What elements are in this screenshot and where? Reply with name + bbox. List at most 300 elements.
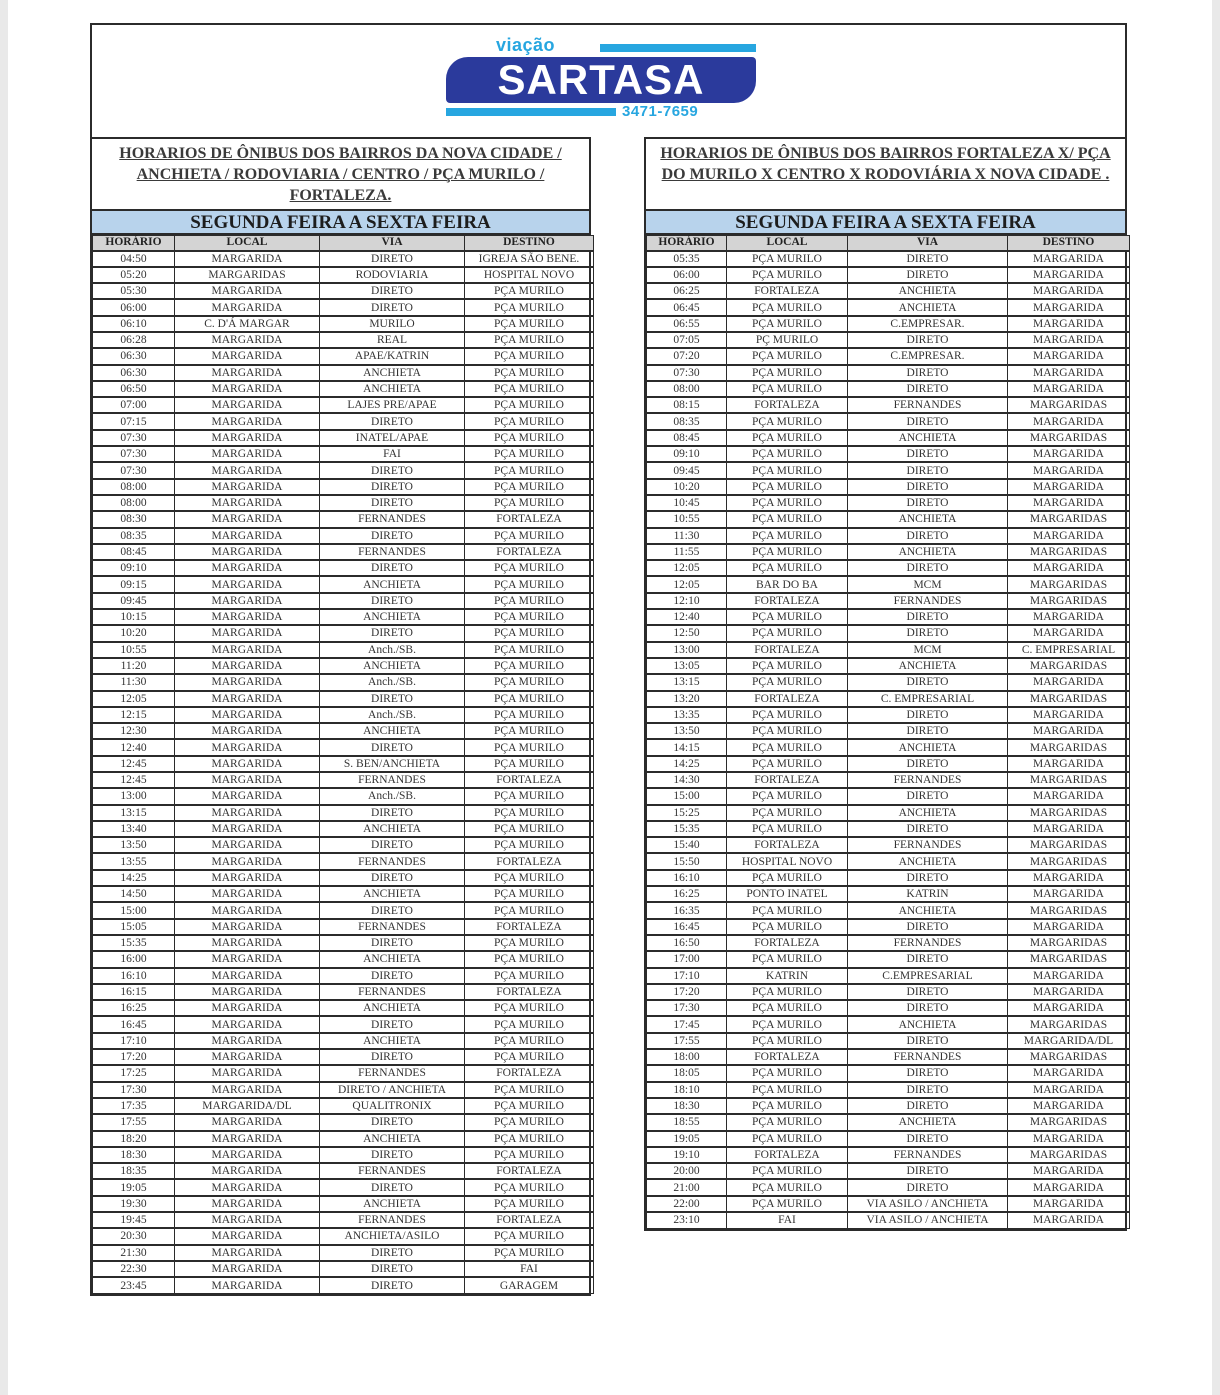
table-row [93, 1098, 594, 1114]
cell-horario: 06:28 [93, 332, 175, 348]
cell-local: PÇA MURILO [727, 984, 848, 1000]
table-row [93, 674, 594, 690]
cell-local: MARGARIDA [175, 756, 320, 772]
cell-destino: PÇA MURILO [465, 691, 594, 707]
cell-via: FERNANDES [320, 511, 465, 527]
cell-horario: 07:00 [93, 397, 175, 413]
cell-horario: 08:45 [647, 430, 727, 446]
cell-via: ANCHIETA [848, 853, 1008, 869]
cell-horario: 12:05 [647, 560, 727, 576]
cell-via: S. BEN/ANCHIETA [320, 756, 465, 772]
cell-local: PÇA MURILO [727, 609, 848, 625]
table-row [93, 935, 594, 951]
cell-local: PÇA MURILO [727, 413, 848, 429]
schedule-left-days: SEGUNDA FEIRA A SEXTA FEIRA [92, 211, 589, 235]
cell-destino: PÇA MURILO [465, 870, 594, 886]
table-row [93, 1016, 594, 1032]
cell-horario: 12:45 [93, 772, 175, 788]
cell-destino: MARGARIDAS [1008, 853, 1130, 869]
cell-horario: 16:45 [647, 919, 727, 935]
cell-local: MARGARIDA [175, 625, 320, 641]
cell-local: PÇA MURILO [727, 1033, 848, 1049]
table-row [93, 1228, 594, 1244]
table-row [647, 332, 1130, 348]
cell-via: DIRETO [848, 674, 1008, 690]
cell-destino: PÇA MURILO [465, 1131, 594, 1147]
table-row [647, 951, 1130, 967]
cell-via: DIRETO [320, 625, 465, 641]
cell-destino: FORTALEZA [465, 984, 594, 1000]
cell-horario: 06:00 [93, 299, 175, 315]
cell-via: FAI [320, 446, 465, 462]
table-row [647, 267, 1130, 283]
cell-local: PÇA MURILO [727, 707, 848, 723]
cell-horario: 08:35 [647, 413, 727, 429]
cell-via: ANCHIETA [320, 576, 465, 592]
cell-destino: MARGARIDA [1008, 251, 1130, 267]
table-row [93, 251, 594, 267]
cell-destino: MARGARIDA [1008, 365, 1130, 381]
cell-local: PÇA MURILO [727, 805, 848, 821]
cell-via: DIRETO [320, 528, 465, 544]
cell-destino: PÇA MURILO [465, 1114, 594, 1130]
cell-horario: 15:25 [647, 805, 727, 821]
cell-horario: 06:10 [93, 316, 175, 332]
cell-destino: PÇA MURILO [465, 299, 594, 315]
cell-horario: 17:20 [93, 1049, 175, 1065]
cell-destino: MARGARIDA [1008, 674, 1130, 690]
cell-destino: MARGARIDA [1008, 1212, 1130, 1228]
cell-local: PÇA MURILO [727, 348, 848, 364]
logo-prefix: viação [496, 35, 556, 55]
cell-local: PÇA MURILO [727, 1065, 848, 1081]
cell-destino: PÇA MURILO [465, 1196, 594, 1212]
cell-destino: PÇA MURILO [465, 1228, 594, 1244]
cell-local: MARGARIDA [175, 462, 320, 478]
cell-horario: 11:55 [647, 544, 727, 560]
cell-destino: PÇA MURILO [465, 788, 594, 804]
cell-local: PÇA MURILO [727, 544, 848, 560]
cell-local: MARGARIDA [175, 609, 320, 625]
cell-destino: MARGARIDA/DL [1008, 1033, 1130, 1049]
cell-local: PÇA MURILO [727, 739, 848, 755]
cell-horario: 14:25 [647, 756, 727, 772]
cell-via: DIRETO [848, 609, 1008, 625]
table-row [647, 674, 1130, 690]
table-row [647, 1179, 1130, 1195]
cell-horario: 18:35 [93, 1163, 175, 1179]
cell-via: MCM [848, 642, 1008, 658]
table-row [647, 1033, 1130, 1049]
cell-via: ANCHIETA [848, 902, 1008, 918]
cell-local: PÇ MURILO [727, 332, 848, 348]
schedule-left-rows [93, 251, 594, 1294]
cell-local: PÇA MURILO [727, 381, 848, 397]
cell-local: MARGARIDA [175, 495, 320, 511]
cell-local: MARGARIDA [175, 1033, 320, 1049]
cell-destino: FORTALEZA [465, 511, 594, 527]
cell-horario: 09:10 [647, 446, 727, 462]
cell-destino: MARGARIDAS [1008, 397, 1130, 413]
cell-via: Anch./SB. [320, 642, 465, 658]
cell-horario: 07:05 [647, 332, 727, 348]
cell-destino: PÇA MURILO [465, 348, 594, 364]
table-row [647, 1016, 1130, 1032]
cell-horario: 15:35 [93, 935, 175, 951]
cell-destino: MARGARIDA [1008, 413, 1130, 429]
table-row [647, 707, 1130, 723]
cell-destino: MARGARIDA [1008, 1179, 1130, 1195]
cell-local: PÇA MURILO [727, 870, 848, 886]
table-row [93, 348, 594, 364]
cell-horario: 16:45 [93, 1016, 175, 1032]
cell-destino: PÇA MURILO [465, 1098, 594, 1114]
table-row [93, 1147, 594, 1163]
cell-destino: PÇA MURILO [465, 935, 594, 951]
cell-horario: 13:55 [93, 853, 175, 869]
cell-horario: 19:30 [93, 1196, 175, 1212]
cell-horario: 06:30 [93, 365, 175, 381]
table-row [93, 397, 594, 413]
cell-horario: 08:30 [93, 511, 175, 527]
table-row [647, 642, 1130, 658]
cell-horario: 13:50 [93, 837, 175, 853]
cell-horario: 08:00 [93, 479, 175, 495]
table-row [93, 462, 594, 478]
table-row [647, 283, 1130, 299]
cell-via: DIRETO [320, 251, 465, 267]
cell-destino: PÇA MURILO [465, 1016, 594, 1032]
cell-destino: MARGARIDA [1008, 788, 1130, 804]
cell-horario: 15:05 [93, 919, 175, 935]
cell-horario: 04:50 [93, 251, 175, 267]
cell-via: DIRETO [848, 1033, 1008, 1049]
table-row [93, 1114, 594, 1130]
table-row [647, 544, 1130, 560]
cell-local: FORTALEZA [727, 1147, 848, 1163]
table-row [93, 821, 594, 837]
table-row [647, 968, 1130, 984]
cell-destino: MARGARIDA [1008, 267, 1130, 283]
cell-destino: PÇA MURILO [465, 593, 594, 609]
cell-destino: PÇA MURILO [465, 902, 594, 918]
table-row [647, 788, 1130, 804]
cell-horario: 16:50 [647, 935, 727, 951]
cell-horario: 18:05 [647, 1065, 727, 1081]
table-row [647, 479, 1130, 495]
cell-horario: 17:55 [93, 1114, 175, 1130]
cell-via: FERNANDES [848, 1147, 1008, 1163]
cell-local: MARGARIDA [175, 348, 320, 364]
cell-via: ANCHIETA [848, 805, 1008, 821]
cell-destino: PÇA MURILO [465, 462, 594, 478]
cell-local: PÇA MURILO [727, 479, 848, 495]
cell-local: MARGARIDA [175, 1147, 320, 1163]
cell-destino: MARGARIDA [1008, 283, 1130, 299]
cell-horario: 16:25 [93, 1000, 175, 1016]
cell-via: ANCHIETA [320, 821, 465, 837]
cell-via: DIRETO [320, 805, 465, 821]
cell-destino: MARGARIDA [1008, 1098, 1130, 1114]
cell-horario: 10:15 [93, 609, 175, 625]
document-page [8, 0, 1212, 1395]
cell-horario: 07:30 [93, 446, 175, 462]
cell-destino: MARGARIDAS [1008, 837, 1130, 853]
cell-via: DIRETO [848, 919, 1008, 935]
cell-destino: FORTALEZA [465, 1163, 594, 1179]
cell-destino: MARGARIDA [1008, 1131, 1130, 1147]
cell-local: MARGARIDA [175, 935, 320, 951]
cell-via: Anch./SB. [320, 707, 465, 723]
cell-destino: MARGARIDA [1008, 723, 1130, 739]
table-row [93, 1033, 594, 1049]
table-row [647, 821, 1130, 837]
table-row [93, 528, 594, 544]
cell-destino: PÇA MURILO [465, 1147, 594, 1163]
cell-via: APAE/KATRIN [320, 348, 465, 364]
table-row [93, 446, 594, 462]
table-row [93, 968, 594, 984]
cell-destino: PÇA MURILO [465, 658, 594, 674]
table-row [93, 267, 594, 283]
cell-local: PÇA MURILO [727, 267, 848, 283]
cell-horario: 05:30 [93, 283, 175, 299]
logo-stripe-top [600, 44, 756, 52]
cell-horario: 13:50 [647, 723, 727, 739]
table-row [647, 691, 1130, 707]
table-row [647, 511, 1130, 527]
cell-via: C.EMPRESAR. [848, 348, 1008, 364]
cell-local: MARGARIDA [175, 1065, 320, 1081]
cell-destino: MARGARIDA [1008, 1196, 1130, 1212]
cell-horario: 09:45 [93, 593, 175, 609]
table-row [93, 544, 594, 560]
cell-local: MARGARIDA [175, 430, 320, 446]
cell-via: INATEL/APAE [320, 430, 465, 446]
cell-via: DIRETO [320, 495, 465, 511]
cell-via: DIRETO [848, 625, 1008, 641]
cell-local: MARGARIDA [175, 805, 320, 821]
schedule-right-title: HORARIOS DE ÔNIBUS DOS BAIRROS FORTALEZA X/ PÇA DO MURILO X CENTRO X RODOVIÁRIA X NOVA CIDADE . [646, 139, 1125, 211]
cell-local: MARGARIDA [175, 576, 320, 592]
sartasa-logo [446, 35, 758, 123]
cell-via: DIRETO [320, 1277, 465, 1293]
cell-horario: 17:55 [647, 1033, 727, 1049]
cell-destino: MARGARIDAS [1008, 1147, 1130, 1163]
cell-destino: MARGARIDA [1008, 348, 1130, 364]
table-row [93, 1082, 594, 1098]
cell-local: PÇA MURILO [727, 674, 848, 690]
cell-local: PÇA MURILO [727, 1016, 848, 1032]
table-row [647, 1000, 1130, 1016]
cell-destino: MARGARIDAS [1008, 951, 1130, 967]
cell-via: DIRETO [320, 691, 465, 707]
cell-via: ANCHIETA [848, 739, 1008, 755]
cell-local: MARGARIDA [175, 788, 320, 804]
cell-destino: PÇA MURILO [465, 316, 594, 332]
cell-horario: 18:55 [647, 1114, 727, 1130]
cell-via: RODOVIARIA [320, 267, 465, 283]
cell-horario: 17:45 [647, 1016, 727, 1032]
cell-destino: PÇA MURILO [465, 968, 594, 984]
table-row [93, 642, 594, 658]
cell-local: PONTO INATEL [727, 886, 848, 902]
table-row [93, 691, 594, 707]
table-row [647, 625, 1130, 641]
table-row [647, 805, 1130, 821]
table-row [93, 658, 594, 674]
table-row [647, 560, 1130, 576]
cell-horario: 06:45 [647, 299, 727, 315]
cell-destino: MARGARIDA [1008, 919, 1130, 935]
cell-via: DIRETO / ANCHIETA [320, 1082, 465, 1098]
cell-horario: 16:25 [647, 886, 727, 902]
table-row [647, 1163, 1130, 1179]
cell-horario: 17:10 [647, 968, 727, 984]
cell-horario: 12:30 [93, 723, 175, 739]
table-row [647, 495, 1130, 511]
cell-destino: MARGARIDA [1008, 870, 1130, 886]
table-row [647, 1131, 1130, 1147]
cell-destino: MARGARIDAS [1008, 805, 1130, 821]
table-row [647, 886, 1130, 902]
cell-horario: 17:00 [647, 951, 727, 967]
cell-destino: PÇA MURILO [465, 1245, 594, 1261]
cell-local: PÇA MURILO [727, 430, 848, 446]
table-row [647, 935, 1130, 951]
cell-destino: MARGARIDA [1008, 707, 1130, 723]
cell-horario: 12:50 [647, 625, 727, 641]
cell-destino: PÇA MURILO [465, 625, 594, 641]
schedule-left-table [92, 235, 594, 1294]
cell-horario: 12:10 [647, 593, 727, 609]
cell-horario: 06:00 [647, 267, 727, 283]
cell-local: MARGARIDA [175, 1245, 320, 1261]
table-row [93, 495, 594, 511]
cell-local: FORTALEZA [727, 593, 848, 609]
cell-local: PÇA MURILO [727, 658, 848, 674]
table-row [647, 870, 1130, 886]
cell-via: FERNANDES [848, 772, 1008, 788]
cell-destino: MARGARIDA [1008, 756, 1130, 772]
table-row [647, 1065, 1130, 1081]
cell-local: MARGARIDA [175, 1179, 320, 1195]
schedule-right [644, 137, 1127, 1231]
schedule-right-rows [647, 251, 1130, 1229]
cell-via: FERNANDES [320, 544, 465, 560]
cell-horario: 16:00 [93, 951, 175, 967]
cell-via: DIRETO [848, 251, 1008, 267]
cell-destino: MARGARIDAS [1008, 430, 1130, 446]
cell-horario: 13:20 [647, 691, 727, 707]
cell-local: MARGARIDA [175, 1277, 320, 1293]
cell-via: ANCHIETA [848, 658, 1008, 674]
cell-via: DIRETO [848, 756, 1008, 772]
cell-destino: MARGARIDA [1008, 479, 1130, 495]
cell-destino: PÇA MURILO [465, 1000, 594, 1016]
table-row [93, 1245, 594, 1261]
cell-via: ANCHIETA [320, 658, 465, 674]
logo-header [90, 23, 1127, 137]
cell-local: PÇA MURILO [727, 316, 848, 332]
table-row [647, 593, 1130, 609]
table-row [93, 316, 594, 332]
cell-local: MARGARIDA [175, 544, 320, 560]
table-row [647, 397, 1130, 413]
cell-horario: 13:15 [647, 674, 727, 690]
table-row [93, 332, 594, 348]
cell-via: FERNANDES [320, 1065, 465, 1081]
cell-destino: PÇA MURILO [465, 528, 594, 544]
table-row [647, 1196, 1130, 1212]
cell-via: DIRETO [848, 1131, 1008, 1147]
cell-destino: MARGARIDA [1008, 332, 1130, 348]
cell-local: MARGARIDA [175, 723, 320, 739]
cell-horario: 12:05 [93, 691, 175, 707]
cell-via: FERNANDES [848, 1049, 1008, 1065]
cell-via: DIRETO [848, 870, 1008, 886]
cell-via: DIRETO [320, 1147, 465, 1163]
cell-via: ANCHIETA [320, 365, 465, 381]
col-destino: DESTINO [465, 236, 594, 251]
cell-horario: 06:55 [647, 316, 727, 332]
cell-local: PÇA MURILO [727, 919, 848, 935]
cell-local: MARGARIDAS [175, 267, 320, 283]
cell-destino: PÇA MURILO [465, 886, 594, 902]
cell-destino: MARGARIDA [1008, 609, 1130, 625]
cell-destino: PÇA MURILO [465, 283, 594, 299]
cell-local: PÇA MURILO [727, 625, 848, 641]
cell-local: PÇA MURILO [727, 251, 848, 267]
cell-horario: 13:40 [93, 821, 175, 837]
cell-horario: 06:25 [647, 283, 727, 299]
cell-horario: 17:30 [93, 1082, 175, 1098]
col-horario: HORÁRIO [93, 236, 175, 251]
cell-local: PÇA MURILO [727, 1098, 848, 1114]
cell-local: MARGARIDA [175, 886, 320, 902]
schedule-right-days: SEGUNDA FEIRA A SEXTA FEIRA [646, 211, 1125, 235]
cell-via: ANCHIETA [848, 1114, 1008, 1130]
table-row [93, 283, 594, 299]
table-row [93, 576, 594, 592]
table-row [647, 1049, 1130, 1065]
schedule-left-title: HORARIOS DE ÔNIBUS DOS BAIRROS DA NOVA CIDADE / ANCHIETA / RODOVIARIA / CENTRO / PÇA MURILO / FORTALEZA. [92, 139, 589, 211]
cell-destino: PÇA MURILO [465, 821, 594, 837]
cell-local: MARGARIDA [175, 837, 320, 853]
cell-destino: PÇA MURILO [465, 805, 594, 821]
table-row [647, 1147, 1130, 1163]
table-row [647, 316, 1130, 332]
cell-horario: 19:05 [93, 1179, 175, 1195]
cell-destino: HOSPITAL NOVO [465, 267, 594, 283]
cell-local: MARGARIDA [175, 1016, 320, 1032]
cell-via: LAJES PRE/APAE [320, 397, 465, 413]
cell-local: FORTALEZA [727, 772, 848, 788]
table-row [93, 1212, 594, 1228]
cell-destino: PÇA MURILO [465, 479, 594, 495]
cell-destino: MARGARIDA [1008, 984, 1130, 1000]
cell-horario: 16:35 [647, 902, 727, 918]
table-row [647, 902, 1130, 918]
cell-destino: FORTALEZA [465, 772, 594, 788]
cell-horario: 05:20 [93, 267, 175, 283]
cell-local: PÇA MURILO [727, 788, 848, 804]
cell-via: DIRETO [848, 788, 1008, 804]
cell-horario: 13:15 [93, 805, 175, 821]
cell-local: PÇA MURILO [727, 1114, 848, 1130]
cell-horario: 17:10 [93, 1033, 175, 1049]
cell-destino: FORTALEZA [465, 1212, 594, 1228]
